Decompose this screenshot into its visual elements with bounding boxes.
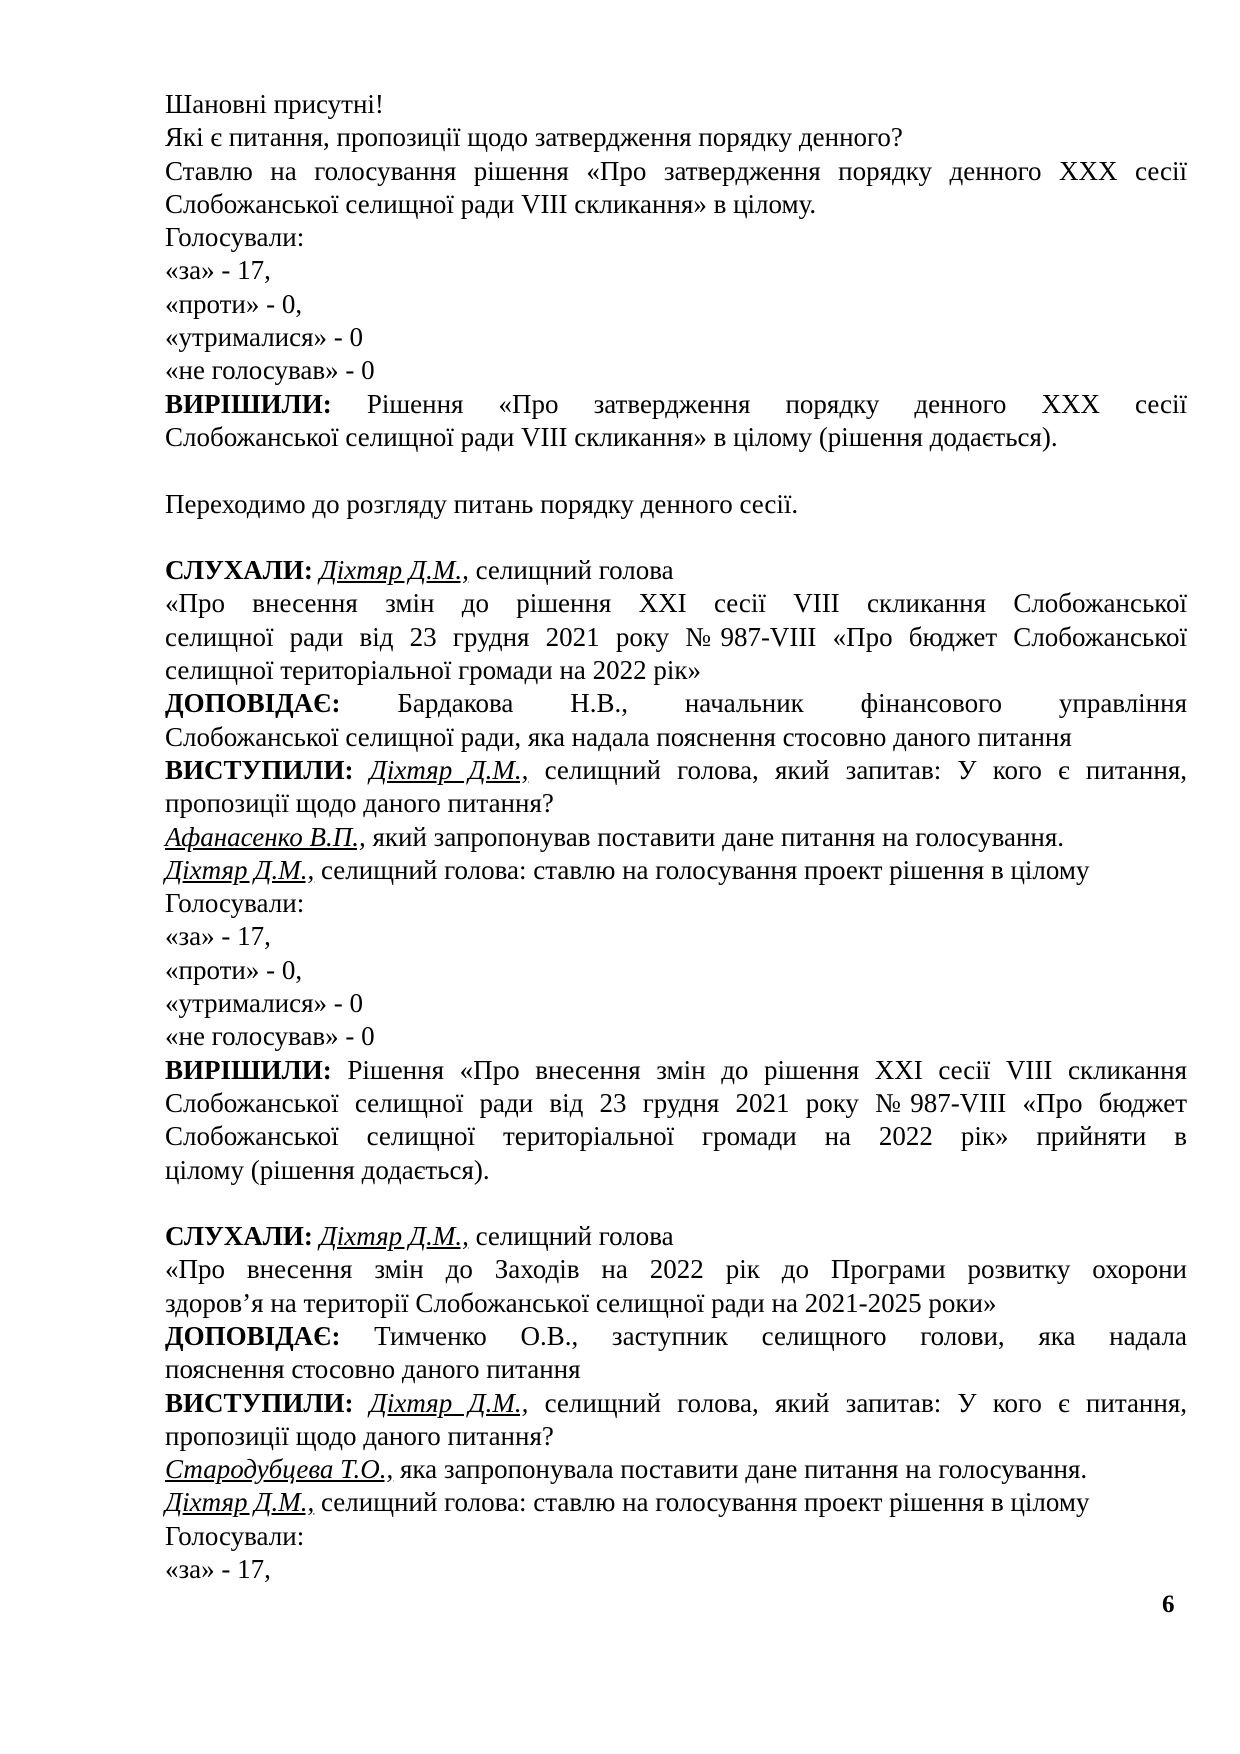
spacer — [165, 521, 1187, 554]
voted-label: Голосували: — [165, 1520, 305, 1551]
decided-label: ВИРІШИЛИ: — [165, 388, 332, 419]
proposer-line — [165, 821, 1187, 854]
vote-not-voted: «не голосував» - 0 — [165, 1021, 375, 1052]
voted-label: Голосували: — [165, 888, 305, 919]
vote-for: «за» - 17, — [165, 255, 271, 286]
spoke-line-2: пропозиції щодо даного питання? — [165, 788, 554, 819]
heard-line — [165, 554, 1187, 587]
vote-for: «за» - 17, — [165, 1554, 271, 1585]
topic-line-3: селищної територіальної громади на 2022 рік» — [165, 655, 702, 686]
spoke-text: селищний голова, який запитав: У кого є питання, — [528, 1387, 1187, 1418]
speaker-role: селищний голова — [468, 1221, 674, 1252]
reports-label: ДОПОВІДАЄ: — [165, 688, 341, 719]
reports-line-1 — [165, 687, 1187, 720]
spoke-label: ВИСТУПИЛИ: — [165, 754, 354, 785]
decided-label: ВИРІШИЛИ: — [165, 1054, 332, 1085]
decision-line-4: цілому (рішення додається). — [165, 1154, 490, 1185]
proposer-line — [165, 1453, 1187, 1486]
reports-line-1 — [165, 1320, 1187, 1353]
chair-line — [165, 1486, 1187, 1519]
reports-line-2: пояснення стосовно даного питання — [165, 1354, 581, 1385]
page-number: 6 — [1162, 1591, 1175, 1618]
speaker-name: Діхтяр Д.М., — [319, 1221, 469, 1252]
spacer — [165, 1187, 1187, 1220]
topic-line-1: «Про внесення змін до Заходів на 2022 рік до Програми розвитку охорони — [165, 1254, 1187, 1285]
speaker-name: Діхтяр Д.М., — [319, 555, 469, 586]
decision-text: Рішення «Про внесення змін до рішення XXI сесії VIII скликання — [347, 1054, 1187, 1085]
proposer-name: Стародубцева Т.О., — [165, 1454, 394, 1485]
chair-name: Діхтяр Д.М., — [165, 1487, 315, 1518]
spacer — [165, 454, 1187, 487]
topic-line-2: селищної ради від 23 грудня 2021 року №987-VIII «Про бюджет Слобожанської — [165, 621, 1187, 652]
proposer-name: Афанасенко В.П., — [165, 821, 366, 852]
vote-abstained: «утрималися» - 0 — [165, 988, 364, 1019]
decision-line-3: Слобожанської селищної територіальної громади на 2022 рік» прийняти в — [165, 1121, 1187, 1152]
spoke-line-2: пропозиції щодо даного питання? — [165, 1420, 554, 1451]
vote-not-voted: «не голосував» - 0 — [165, 355, 375, 386]
reports-line-2: Слобожанської селищної ради, яка надала пояснення стосовно даного питання — [165, 721, 1072, 752]
chair-text: селищний голова: ставлю на голосування проект рішення в цілому — [314, 1487, 1090, 1518]
reports-text: Бардакова Н.В., начальник фінансового управління — [397, 688, 1187, 719]
topic-line-2: здоров’я на території Слобожанської селищної ради на 2021-2025 роки» — [165, 1287, 997, 1318]
reports-text: Тимченко О.В., заступник селищного голови, яка надала — [374, 1320, 1187, 1351]
chair-text: селищний голова: ставлю на голосування проект рішення в цілому — [314, 854, 1090, 885]
reports-label: ДОПОВІДАЄ: — [165, 1320, 341, 1351]
proposer-text: яка запропонувала поставити дане питання на голосування. — [393, 1454, 1088, 1485]
proposer-text: який запропонував поставити дане питання на голосування. — [365, 821, 1065, 852]
transition-text: Переходимо до розгляду питань порядку денного сесії. — [165, 488, 799, 519]
heard-line — [165, 1220, 1187, 1253]
heard-label: СЛУХАЛИ: — [165, 555, 313, 586]
document-body — [165, 88, 1187, 1586]
heard-label: СЛУХАЛИ: — [165, 1221, 313, 1252]
vote-for: «за» - 17, — [165, 921, 271, 952]
speaker-name: Діхтяр Д.М., — [369, 754, 529, 785]
speaker-name: Діхтяр Д.М., — [369, 1387, 529, 1418]
vote-call-line-2: Слобожанської селищної ради VIII скликання» в цілому. — [165, 188, 817, 219]
decision-line-2: Слобожанської селищної ради від 23 грудня 2021 року №987-VIII «Про бюджет — [165, 1087, 1187, 1118]
chair-name: Діхтяр Д.М., — [165, 854, 315, 885]
vote-against: «проти» - 0, — [165, 954, 303, 985]
speaker-role: селищний голова — [468, 555, 674, 586]
agenda-question: Які є питання, пропозиції щодо затвердження порядку денного? — [165, 122, 903, 153]
decision-text: Рішення «Про затвердження порядку денного XXX сесії — [366, 388, 1188, 419]
decision-line-2: Слобожанської селищної ради VIII скликання» в цілому (рішення додається). — [165, 421, 1058, 452]
spoke-text: селищний голова, який запитав: У кого є питання, — [528, 754, 1187, 785]
chair-line — [165, 854, 1187, 887]
voted-label: Голосували: — [165, 222, 305, 253]
decision-line-1 — [165, 388, 1187, 421]
greeting: Шановні присутні! — [165, 89, 384, 119]
spoke-line-1 — [165, 754, 1187, 787]
vote-against: «проти» - 0, — [165, 288, 303, 319]
vote-call-line-1: Ставлю на голосування рішення «Про затвердження порядку денного XXX сесії — [165, 155, 1187, 186]
decision-line-1 — [165, 1054, 1187, 1087]
topic-line-1: «Про внесення змін до рішення XXI сесії VIII скликання Слобожанської — [165, 588, 1187, 619]
spoke-label: ВИСТУПИЛИ: — [165, 1387, 354, 1418]
spoke-line-1 — [165, 1387, 1187, 1420]
vote-abstained: «утрималися» - 0 — [165, 322, 364, 353]
